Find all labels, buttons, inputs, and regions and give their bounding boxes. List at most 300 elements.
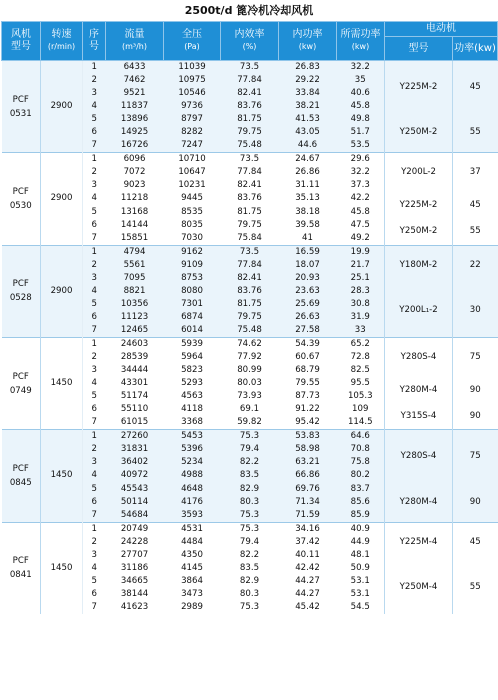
- seq-cell: 1: [83, 337, 106, 351]
- internal-power-cell: 26.83: [279, 61, 337, 75]
- table-row: [2, 61, 498, 75]
- required-power-cell: 109: [337, 403, 385, 416]
- internal-eff-cell: 59.82: [221, 416, 279, 430]
- seq-cell: 4: [83, 285, 106, 298]
- flow-cell: 11123: [106, 311, 164, 324]
- internal-eff-cell: 82.41: [221, 272, 279, 285]
- header-required-power: 所需功率 (kw): [337, 22, 385, 61]
- table-row: [2, 522, 498, 536]
- pressure-cell: 10546: [164, 87, 221, 100]
- internal-power-cell: 40.11: [279, 549, 337, 562]
- internal-eff-cell: 75.84: [221, 232, 279, 246]
- seq-cell: 1: [83, 153, 106, 167]
- internal-power-cell: 38.18: [279, 206, 337, 219]
- table-row: [2, 430, 498, 444]
- pressure-cell: 5453: [164, 430, 221, 444]
- internal-eff-cell: 80.3: [221, 496, 279, 509]
- internal-power-cell: 44.27: [279, 575, 337, 588]
- required-power-cell: 54.5: [337, 601, 385, 614]
- required-power-cell: 105.3: [337, 390, 385, 403]
- internal-eff-cell: 75.3: [221, 522, 279, 536]
- motor-power-cell: 22: [453, 245, 498, 285]
- pressure-cell: 5823: [164, 364, 221, 377]
- required-power-cell: 50.9: [337, 562, 385, 575]
- seq-cell: 2: [83, 166, 106, 179]
- required-power-cell: 32.2: [337, 166, 385, 179]
- required-power-cell: 51.7: [337, 126, 385, 139]
- pressure-cell: 4563: [164, 390, 221, 403]
- pressure-cell: 7247: [164, 139, 221, 153]
- internal-power-cell: 41.53: [279, 113, 337, 126]
- pressure-cell: 6874: [164, 311, 221, 324]
- internal-eff-cell: 77.92: [221, 351, 279, 364]
- required-power-cell: 49.2: [337, 232, 385, 246]
- seq-cell: 2: [83, 259, 106, 272]
- seq-cell: 7: [83, 416, 106, 430]
- table-row: [2, 245, 498, 259]
- pressure-cell: 8535: [164, 206, 221, 219]
- motor-model-cell: Y180M-2: [385, 245, 453, 285]
- internal-power-cell: 63.21: [279, 456, 337, 469]
- seq-cell: 1: [83, 61, 106, 75]
- flow-cell: 28539: [106, 351, 164, 364]
- required-power-cell: 82.5: [337, 364, 385, 377]
- internal-eff-cell: 79.4: [221, 443, 279, 456]
- internal-power-cell: 60.67: [279, 351, 337, 364]
- required-power-cell: 49.8: [337, 113, 385, 126]
- seq-cell: 6: [83, 496, 106, 509]
- internal-power-cell: 41: [279, 232, 337, 246]
- flow-cell: 50114: [106, 496, 164, 509]
- flow-cell: 20749: [106, 522, 164, 536]
- header-internal-eff: 内效率 (%): [221, 22, 279, 61]
- flow-cell: 7462: [106, 74, 164, 87]
- flow-cell: 7095: [106, 272, 164, 285]
- speed-cell: 1450: [41, 337, 83, 429]
- seq-cell: 2: [83, 74, 106, 87]
- internal-power-cell: 26.86: [279, 166, 337, 179]
- fan-model-cell: PCF 0530: [2, 153, 41, 245]
- pressure-cell: 5234: [164, 456, 221, 469]
- pressure-cell: 4350: [164, 549, 221, 562]
- motor-model-cell: Y200L₁-2: [385, 285, 453, 338]
- internal-eff-cell: 75.48: [221, 139, 279, 153]
- seq-cell: 6: [83, 588, 106, 601]
- internal-power-cell: 16.59: [279, 245, 337, 259]
- motor-power-cell: 55: [453, 219, 498, 246]
- internal-power-cell: 31.11: [279, 179, 337, 192]
- seq-cell: 6: [83, 219, 106, 232]
- internal-eff-cell: 75.3: [221, 601, 279, 614]
- pressure-cell: 8035: [164, 219, 221, 232]
- internal-eff-cell: 75.3: [221, 430, 279, 444]
- internal-eff-cell: 77.84: [221, 259, 279, 272]
- header-seq: 序 号: [83, 22, 106, 61]
- required-power-cell: 80.2: [337, 469, 385, 482]
- seq-cell: 3: [83, 272, 106, 285]
- internal-power-cell: 26.63: [279, 311, 337, 324]
- pressure-cell: 10975: [164, 74, 221, 87]
- flow-cell: 34665: [106, 575, 164, 588]
- motor-model-cell: Y280M-4: [385, 377, 453, 403]
- required-power-cell: 65.2: [337, 337, 385, 351]
- internal-eff-cell: 81.75: [221, 113, 279, 126]
- flow-cell: 11218: [106, 192, 164, 205]
- pressure-cell: 4118: [164, 403, 221, 416]
- flow-cell: 38144: [106, 588, 164, 601]
- internal-power-cell: 39.58: [279, 219, 337, 232]
- required-power-cell: 42.2: [337, 192, 385, 205]
- header-motor-power: 功率(kw): [453, 37, 498, 61]
- flow-cell: 9521: [106, 87, 164, 100]
- internal-eff-cell: 81.75: [221, 298, 279, 311]
- internal-eff-cell: 77.84: [221, 74, 279, 87]
- internal-power-cell: 87.73: [279, 390, 337, 403]
- motor-model-cell: Y225M-2: [385, 192, 453, 218]
- seq-cell: 1: [83, 245, 106, 259]
- required-power-cell: 25.1: [337, 272, 385, 285]
- required-power-cell: 64.6: [337, 430, 385, 444]
- fan-model-cell: PCF 0528: [2, 245, 41, 337]
- speed-cell: 2900: [41, 245, 83, 337]
- seq-cell: 4: [83, 192, 106, 205]
- pressure-cell: 9736: [164, 100, 221, 113]
- required-power-cell: 53.5: [337, 139, 385, 153]
- motor-power-cell: 37: [453, 153, 498, 193]
- table-row: [2, 153, 498, 167]
- motor-model-cell: Y225M-2: [385, 61, 453, 114]
- seq-cell: 4: [83, 100, 106, 113]
- flow-cell: 61015: [106, 416, 164, 430]
- required-power-cell: 44.9: [337, 536, 385, 549]
- internal-eff-cell: 82.9: [221, 483, 279, 496]
- flow-cell: 10356: [106, 298, 164, 311]
- internal-eff-cell: 80.3: [221, 588, 279, 601]
- required-power-cell: 33: [337, 324, 385, 338]
- seq-cell: 5: [83, 390, 106, 403]
- internal-eff-cell: 81.75: [221, 206, 279, 219]
- pressure-cell: 4176: [164, 496, 221, 509]
- seq-cell: 2: [83, 351, 106, 364]
- internal-eff-cell: 74.62: [221, 337, 279, 351]
- internal-power-cell: 69.76: [279, 483, 337, 496]
- internal-eff-cell: 79.75: [221, 219, 279, 232]
- internal-power-cell: 43.05: [279, 126, 337, 139]
- pressure-cell: 11039: [164, 61, 221, 75]
- flow-cell: 54684: [106, 509, 164, 523]
- motor-model-cell: Y225M-4: [385, 522, 453, 562]
- flow-cell: 13896: [106, 113, 164, 126]
- seq-cell: 4: [83, 562, 106, 575]
- speed-cell: 1450: [41, 430, 83, 522]
- required-power-cell: 70.8: [337, 443, 385, 456]
- flow-cell: 6433: [106, 61, 164, 75]
- internal-eff-cell: 79.75: [221, 126, 279, 139]
- pressure-cell: 3864: [164, 575, 221, 588]
- fan-model-cell: PCF 0749: [2, 337, 41, 429]
- internal-power-cell: 66.86: [279, 469, 337, 482]
- seq-cell: 5: [83, 113, 106, 126]
- motor-model-cell: Y250M-2: [385, 113, 453, 153]
- internal-power-cell: 35.13: [279, 192, 337, 205]
- flow-cell: 11837: [106, 100, 164, 113]
- pressure-cell: 2989: [164, 601, 221, 614]
- seq-cell: 6: [83, 126, 106, 139]
- pressure-cell: 3593: [164, 509, 221, 523]
- speed-cell: 1450: [41, 522, 83, 614]
- flow-cell: 45543: [106, 483, 164, 496]
- seq-cell: 5: [83, 483, 106, 496]
- required-power-cell: 30.8: [337, 298, 385, 311]
- flow-cell: 31186: [106, 562, 164, 575]
- internal-eff-cell: 82.41: [221, 87, 279, 100]
- internal-power-cell: 27.58: [279, 324, 337, 338]
- required-power-cell: 48.1: [337, 549, 385, 562]
- pressure-cell: 10647: [164, 166, 221, 179]
- internal-power-cell: 44.27: [279, 588, 337, 601]
- pressure-cell: 4988: [164, 469, 221, 482]
- motor-model-cell: Y315S-4: [385, 403, 453, 430]
- required-power-cell: 29.6: [337, 153, 385, 167]
- internal-power-cell: 37.42: [279, 536, 337, 549]
- internal-eff-cell: 83.5: [221, 469, 279, 482]
- motor-power-cell: 75: [453, 337, 498, 377]
- header-internal-power: 内功率 (kw): [279, 22, 337, 61]
- pressure-cell: 7301: [164, 298, 221, 311]
- pressure-cell: 3473: [164, 588, 221, 601]
- header-motor: 电动机: [385, 22, 498, 37]
- seq-cell: 2: [83, 443, 106, 456]
- flow-cell: 31831: [106, 443, 164, 456]
- internal-eff-cell: 82.9: [221, 575, 279, 588]
- fan-model-cell: PCF 0845: [2, 430, 41, 522]
- motor-power-cell: 30: [453, 285, 498, 338]
- flow-cell: 9023: [106, 179, 164, 192]
- header-flow: 流量 (m³/h): [106, 22, 164, 61]
- required-power-cell: 45.8: [337, 100, 385, 113]
- required-power-cell: 114.5: [337, 416, 385, 430]
- seq-cell: 5: [83, 206, 106, 219]
- internal-eff-cell: 75.48: [221, 324, 279, 338]
- internal-power-cell: 68.79: [279, 364, 337, 377]
- flow-cell: 36402: [106, 456, 164, 469]
- internal-eff-cell: 82.41: [221, 179, 279, 192]
- motor-power-cell: 45: [453, 192, 498, 218]
- motor-model-cell: Y280S-4: [385, 430, 453, 483]
- flow-cell: 27260: [106, 430, 164, 444]
- internal-eff-cell: 73.5: [221, 153, 279, 167]
- seq-cell: 2: [83, 536, 106, 549]
- internal-power-cell: 95.42: [279, 416, 337, 430]
- internal-eff-cell: 73.93: [221, 390, 279, 403]
- required-power-cell: 75.8: [337, 456, 385, 469]
- fan-spec-table: [1, 21, 498, 614]
- required-power-cell: 85.9: [337, 509, 385, 523]
- header-fan-model: 风机 型号: [2, 22, 41, 61]
- motor-power-cell: 45: [453, 522, 498, 562]
- pressure-cell: 10231: [164, 179, 221, 192]
- seq-cell: 5: [83, 575, 106, 588]
- fan-model-cell: PCF 0531: [2, 61, 41, 153]
- flow-cell: 14144: [106, 219, 164, 232]
- seq-cell: 6: [83, 311, 106, 324]
- internal-power-cell: 24.67: [279, 153, 337, 167]
- seq-cell: 3: [83, 549, 106, 562]
- pressure-cell: 8753: [164, 272, 221, 285]
- motor-model-cell: Y280M-4: [385, 483, 453, 523]
- internal-eff-cell: 80.99: [221, 364, 279, 377]
- pressure-cell: 8282: [164, 126, 221, 139]
- internal-eff-cell: 83.5: [221, 562, 279, 575]
- pressure-cell: 9109: [164, 259, 221, 272]
- required-power-cell: 53.1: [337, 588, 385, 601]
- internal-power-cell: 53.83: [279, 430, 337, 444]
- internal-power-cell: 42.42: [279, 562, 337, 575]
- flow-cell: 16726: [106, 139, 164, 153]
- internal-power-cell: 33.84: [279, 87, 337, 100]
- flow-cell: 8821: [106, 285, 164, 298]
- internal-power-cell: 20.93: [279, 272, 337, 285]
- seq-cell: 7: [83, 601, 106, 614]
- internal-eff-cell: 83.76: [221, 100, 279, 113]
- internal-eff-cell: 73.5: [221, 61, 279, 75]
- pressure-cell: 4145: [164, 562, 221, 575]
- motor-power-cell: 55: [453, 562, 498, 614]
- pressure-cell: 4531: [164, 522, 221, 536]
- internal-power-cell: 38.21: [279, 100, 337, 113]
- pressure-cell: 5396: [164, 443, 221, 456]
- flow-cell: 24603: [106, 337, 164, 351]
- table-header: [2, 22, 498, 61]
- motor-power-cell: 90: [453, 377, 498, 403]
- pressure-cell: 4484: [164, 536, 221, 549]
- flow-cell: 24228: [106, 536, 164, 549]
- motor-power-cell: 45: [453, 61, 498, 114]
- required-power-cell: 32.2: [337, 61, 385, 75]
- speed-cell: 2900: [41, 153, 83, 245]
- header-speed: 转速 (r/min): [41, 22, 83, 61]
- pressure-cell: 6014: [164, 324, 221, 338]
- internal-eff-cell: 80.03: [221, 377, 279, 390]
- table-row: [2, 337, 498, 351]
- required-power-cell: 40.6: [337, 87, 385, 100]
- required-power-cell: 40.9: [337, 522, 385, 536]
- required-power-cell: 45.8: [337, 206, 385, 219]
- required-power-cell: 31.9: [337, 311, 385, 324]
- internal-eff-cell: 83.76: [221, 285, 279, 298]
- internal-eff-cell: 82.2: [221, 456, 279, 469]
- header-pressure: 全压 (Pa): [164, 22, 221, 61]
- seq-cell: 3: [83, 364, 106, 377]
- motor-model-cell: Y250M-4: [385, 562, 453, 614]
- flow-cell: 15851: [106, 232, 164, 246]
- table-body: [2, 61, 498, 614]
- motor-power-cell: 90: [453, 403, 498, 430]
- motor-model-cell: Y250M-2: [385, 219, 453, 246]
- seq-cell: 7: [83, 509, 106, 523]
- flow-cell: 40972: [106, 469, 164, 482]
- seq-cell: 7: [83, 139, 106, 153]
- required-power-cell: 85.6: [337, 496, 385, 509]
- seq-cell: 3: [83, 456, 106, 469]
- pressure-cell: 4648: [164, 483, 221, 496]
- pressure-cell: 9445: [164, 192, 221, 205]
- flow-cell: 6096: [106, 153, 164, 167]
- seq-cell: 7: [83, 232, 106, 246]
- required-power-cell: 37.3: [337, 179, 385, 192]
- required-power-cell: 35: [337, 74, 385, 87]
- internal-power-cell: 29.22: [279, 74, 337, 87]
- pressure-cell: 10710: [164, 153, 221, 167]
- flow-cell: 5561: [106, 259, 164, 272]
- pressure-cell: 9162: [164, 245, 221, 259]
- required-power-cell: 83.7: [337, 483, 385, 496]
- internal-power-cell: 58.98: [279, 443, 337, 456]
- internal-power-cell: 54.39: [279, 337, 337, 351]
- internal-power-cell: 91.22: [279, 403, 337, 416]
- flow-cell: 27707: [106, 549, 164, 562]
- internal-eff-cell: 83.76: [221, 192, 279, 205]
- motor-power-cell: 55: [453, 113, 498, 153]
- flow-cell: 34444: [106, 364, 164, 377]
- pressure-cell: 5293: [164, 377, 221, 390]
- motor-power-cell: 90: [453, 483, 498, 523]
- motor-model-cell: Y280S-4: [385, 337, 453, 377]
- internal-power-cell: 18.07: [279, 259, 337, 272]
- speed-cell: 2900: [41, 61, 83, 153]
- flow-cell: 13168: [106, 206, 164, 219]
- flow-cell: 7072: [106, 166, 164, 179]
- pressure-cell: 5964: [164, 351, 221, 364]
- seq-cell: 5: [83, 298, 106, 311]
- seq-cell: 4: [83, 377, 106, 390]
- seq-cell: 3: [83, 87, 106, 100]
- motor-model-cell: Y200L-2: [385, 153, 453, 193]
- internal-power-cell: 23.63: [279, 285, 337, 298]
- required-power-cell: 53.1: [337, 575, 385, 588]
- internal-eff-cell: 79.75: [221, 311, 279, 324]
- internal-power-cell: 71.59: [279, 509, 337, 523]
- seq-cell: 1: [83, 430, 106, 444]
- pressure-cell: 7030: [164, 232, 221, 246]
- internal-eff-cell: 82.2: [221, 549, 279, 562]
- flow-cell: 12465: [106, 324, 164, 338]
- motor-power-cell: 75: [453, 430, 498, 483]
- internal-power-cell: 34.16: [279, 522, 337, 536]
- flow-cell: 51174: [106, 390, 164, 403]
- internal-eff-cell: 75.3: [221, 509, 279, 523]
- internal-power-cell: 25.69: [279, 298, 337, 311]
- internal-eff-cell: 77.84: [221, 166, 279, 179]
- internal-power-cell: 79.55: [279, 377, 337, 390]
- required-power-cell: 72.8: [337, 351, 385, 364]
- internal-eff-cell: 79.4: [221, 536, 279, 549]
- flow-cell: 4794: [106, 245, 164, 259]
- seq-cell: 7: [83, 324, 106, 338]
- internal-power-cell: 45.42: [279, 601, 337, 614]
- seq-cell: 6: [83, 403, 106, 416]
- required-power-cell: 21.7: [337, 259, 385, 272]
- table-title: 2500t/d 篦冷机冷却风机: [184, 4, 314, 17]
- flow-cell: 41623: [106, 601, 164, 614]
- fan-model-cell: PCF 0841: [2, 522, 41, 614]
- required-power-cell: 28.3: [337, 285, 385, 298]
- internal-power-cell: 71.34: [279, 496, 337, 509]
- pressure-cell: 8080: [164, 285, 221, 298]
- seq-cell: 1: [83, 522, 106, 536]
- pressure-cell: 3368: [164, 416, 221, 430]
- internal-eff-cell: 73.5: [221, 245, 279, 259]
